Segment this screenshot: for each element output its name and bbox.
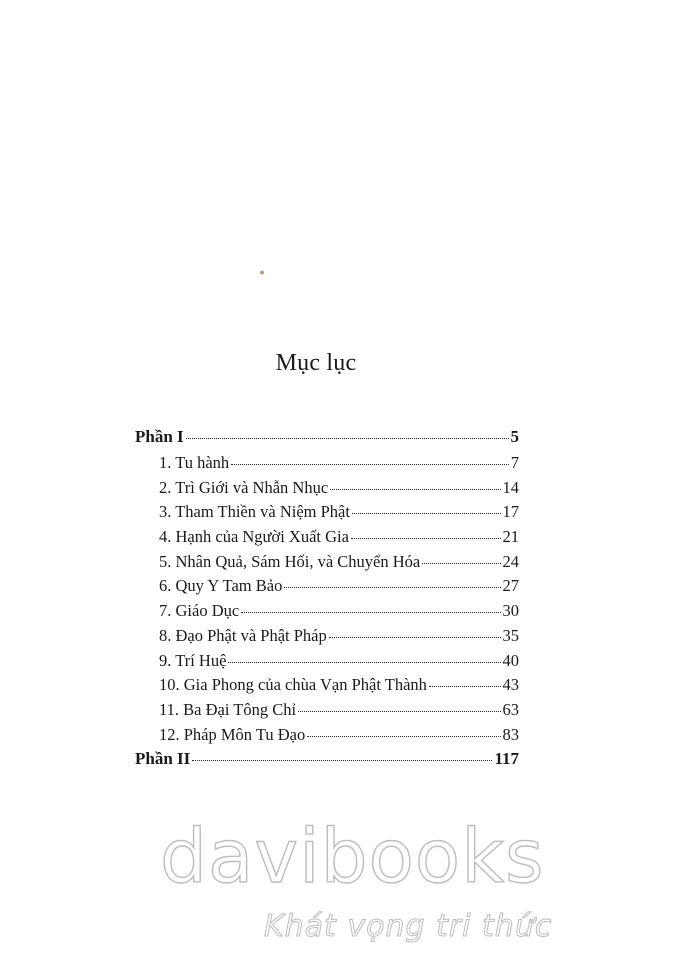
toc-chapter-entry [135,626,519,651]
dot-leader [298,710,500,712]
dot-leader [228,661,500,663]
watermark-brand: davibooks [160,814,545,900]
toc-entry-label: 3. Tham Thiền và Niệm Phật [159,502,350,522]
paper-speck: ꔷ [259,266,265,280]
toc-entry-page-number: 24 [502,551,519,571]
dot-leader [330,488,500,490]
toc-entry-page-number: 17 [502,502,519,522]
toc-entry-page-number: 7 [510,453,519,472]
toc-entry-label: 1. Tu hành [159,453,230,472]
dot-leader [422,562,500,564]
toc-entry-label: 8. Đạo Phật và Phật Pháp [159,625,327,645]
toc-chapter-entry [135,675,519,700]
toc-chapter-entry [135,527,519,552]
table-of-contents [135,427,519,775]
toc-entry-label: 7. Giáo Dục [159,601,240,621]
toc-entry-label: 5. Nhân Quả, Sám Hối, và Chuyển Hóa [159,551,421,571]
toc-entry-page-number: 30 [502,601,519,621]
toc-entry-label: 9. Trí Huệ [159,650,227,670]
toc-chapter-entry [135,576,519,601]
dot-leader [186,437,509,439]
dot-leader [352,512,501,514]
toc-entry-label: 4. Hạnh của Người Xuất Gia [159,527,349,547]
toc-chapter-entry [135,453,519,478]
dot-leader [231,463,509,465]
toc-chapter-entry [135,725,519,750]
toc-entry-page-number: 40 [502,650,519,670]
toc-chapter-entry [135,601,519,626]
toc-entry-page-number: 14 [502,477,519,497]
toc-entry-page-number: 63 [502,699,519,719]
toc-entry-label: Phần I [135,427,184,446]
toc-chapter-entry [135,552,519,577]
dot-leader [241,611,500,613]
toc-entry-page-number: 43 [502,675,519,695]
toc-part-entry [135,749,519,775]
toc-entry-label: 10. Gia Phong của chùa Vạn Phật Thành [159,675,427,695]
watermark [0,814,700,956]
dot-leader [284,586,500,588]
page-title: Mục lục [275,350,357,376]
dot-leader [192,759,492,761]
toc-chapter-entry [135,478,519,503]
dot-leader [429,685,501,687]
toc-entry-page-number: 5 [510,427,519,446]
toc-chapter-entry [135,700,519,725]
toc-entry-label: 6. Quy Y Tam Bảo [159,576,283,596]
dot-leader [329,636,501,638]
dot-leader [307,735,500,737]
toc-entry-label: 12. Pháp Môn Tu Đạo [159,724,306,744]
toc-chapter-entry [135,502,519,527]
toc-entry-page-number: 35 [502,625,519,645]
watermark-tagline: Khát vọng tri thức [264,909,553,944]
toc-entry-label: 2. Trì Giới và Nhẫn Nhục [159,477,329,497]
toc-entry-page-number: 21 [502,527,519,547]
toc-entry-page-number: 83 [502,724,519,744]
toc-chapter-entry [135,651,519,676]
toc-entry-page-number: 27 [502,576,519,596]
toc-entry-page-number: 117 [494,749,519,769]
toc-part-entry [135,427,519,453]
dot-leader [351,537,501,539]
toc-entry-label: 11. Ba Đại Tông Chỉ [159,699,297,719]
toc-entry-label: Phần II [135,749,191,769]
